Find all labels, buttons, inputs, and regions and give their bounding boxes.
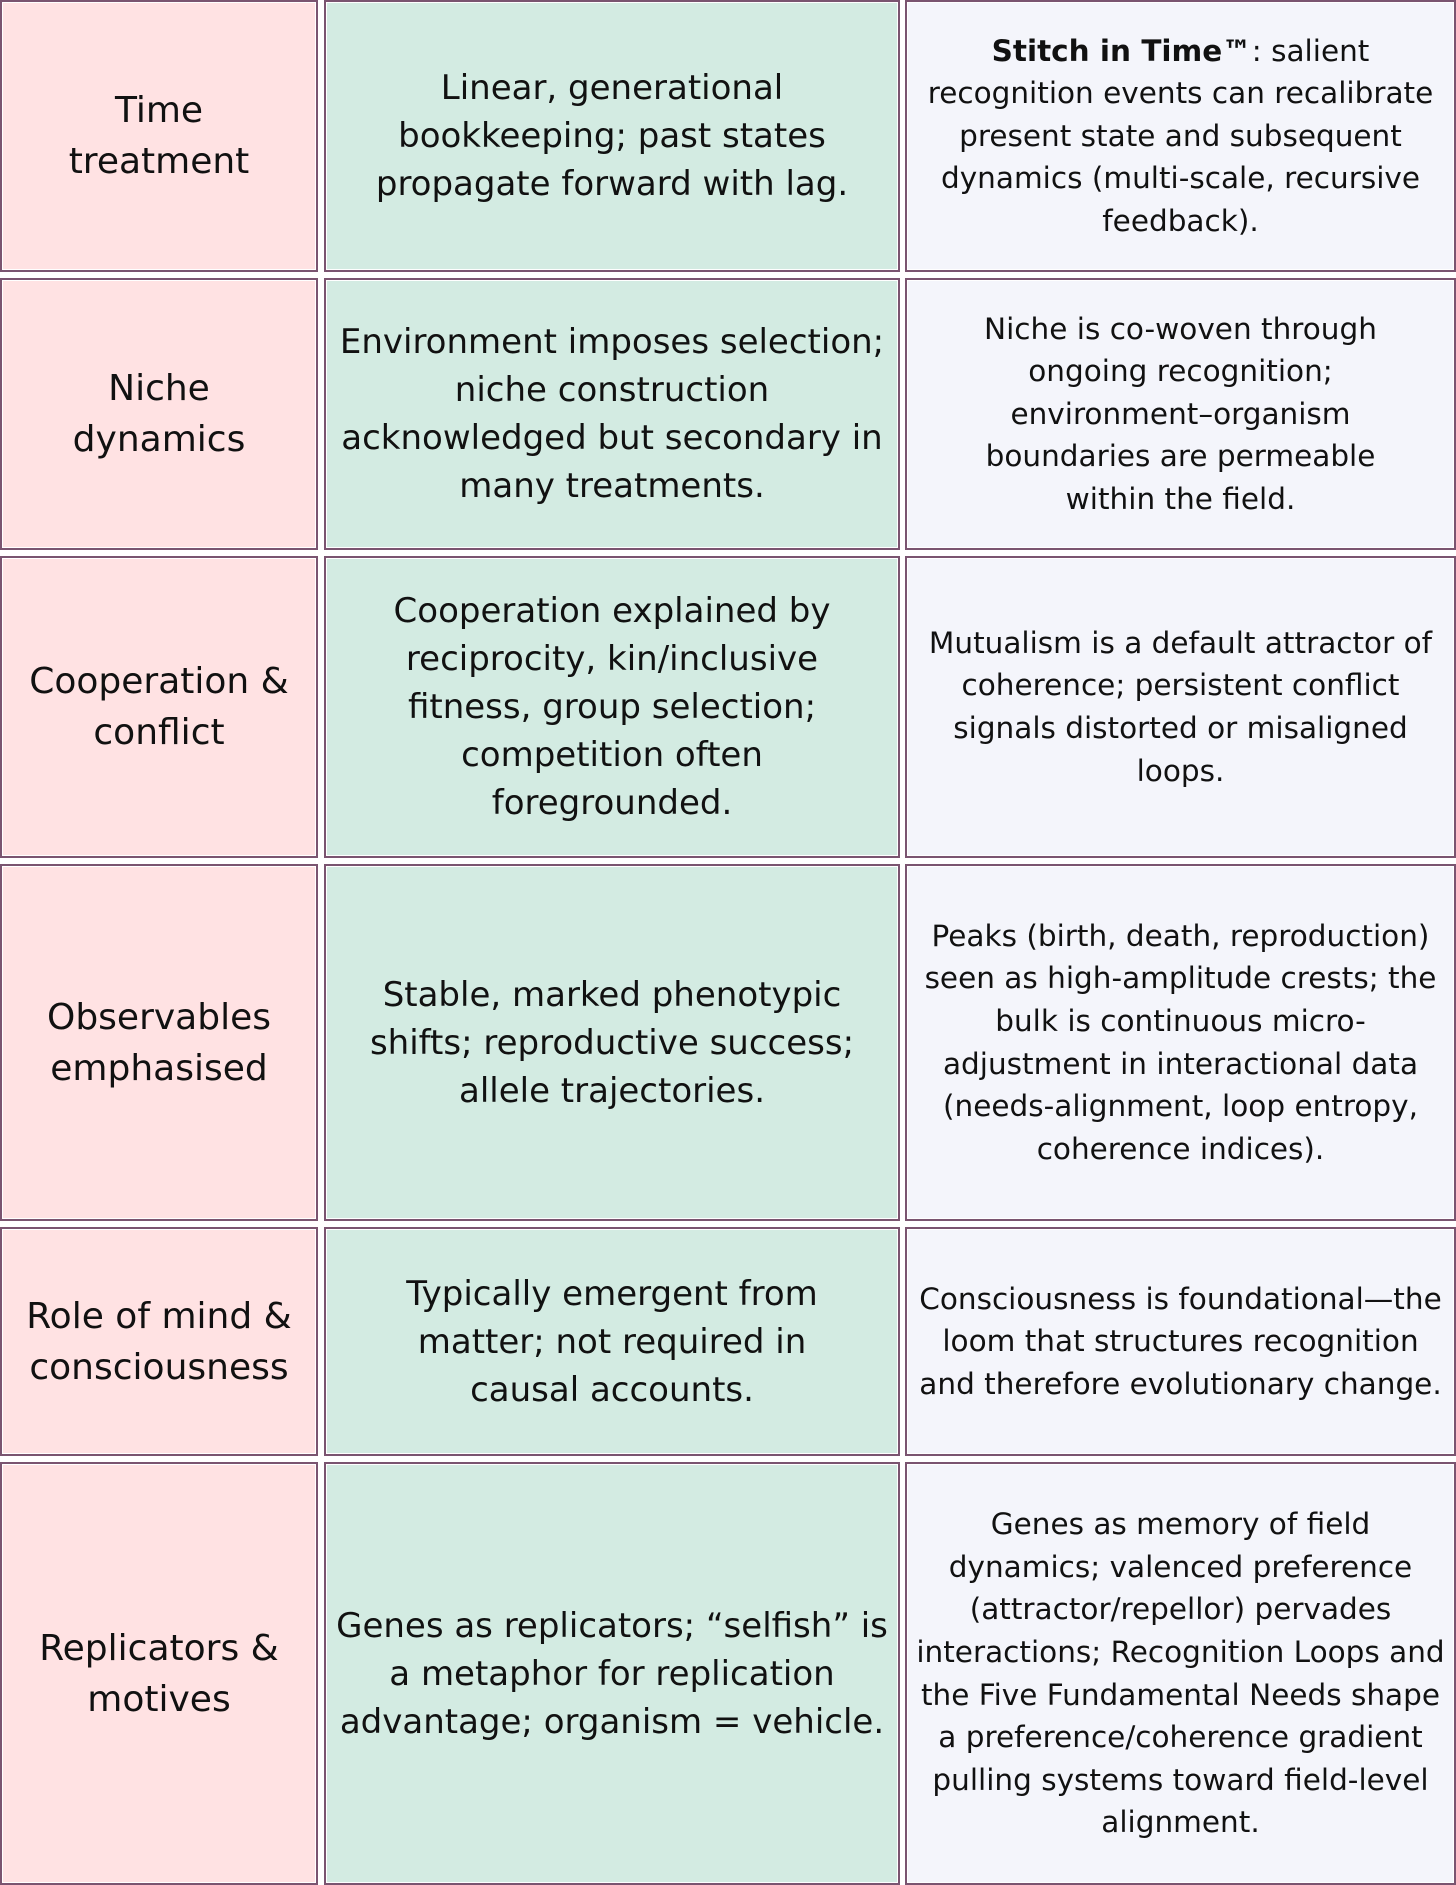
table-row-mind-consciousness [0, 1227, 1456, 1456]
field-view-text: Niche is co-woven through ongoing recognition; environment–organism boundaries are permeable within the field. [984, 311, 1377, 516]
table-row-niche-dynamics [0, 278, 1456, 550]
standard-view-cell [324, 556, 900, 858]
field-view-cell [905, 864, 1456, 1221]
standard-view-text: Cooperation explained by reciprocity, kin/inclusive fitness, group selection; competition often foregrounded. [393, 591, 831, 823]
row-label-cell [0, 864, 318, 1221]
field-view-text-rest: : salient recognition events can recalibrate present state and subsequent dynamics (multi-scale, recursive feedback). [927, 33, 1434, 238]
standard-view-text: Environment imposes selection; niche construction acknowledged but secondary in many treatments. [339, 322, 885, 506]
row-label-cell [0, 278, 318, 550]
field-view-cell [905, 0, 1456, 272]
row-label-cell [0, 0, 318, 272]
row-label: Time treatment [68, 90, 250, 182]
stitch-in-time-term: Stitch in Time™ [991, 33, 1252, 68]
field-view-text: Consciousness is foundational—the loom that structures recognition and therefore evolutionary change. [919, 1281, 1442, 1401]
table-row-time-treatment [0, 0, 1456, 272]
field-view-cell [905, 1227, 1456, 1456]
table-row-replicators-motives [0, 1462, 1456, 1885]
row-label: Niche dynamics [72, 368, 246, 460]
field-view-cell [905, 556, 1456, 858]
field-view-cell [905, 1462, 1456, 1885]
row-label-cell [0, 1462, 318, 1885]
standard-view-cell [324, 1227, 900, 1456]
field-view-cell [905, 278, 1456, 550]
table-row-cooperation-conflict [0, 556, 1456, 858]
row-label: Replicators & motives [39, 1627, 279, 1720]
standard-view-cell [324, 864, 900, 1221]
row-label-cell [0, 1227, 318, 1456]
standard-view-cell [324, 0, 900, 272]
standard-view-text: Typically emergent from matter; not required in causal accounts. [406, 1273, 818, 1410]
field-view-text: Peaks (birth, death, reproduction) seen as high-amplitude crests; the bulk is continuous micro-adjustment in interactional data (needs-alignment, loop entropy, coherence indices). [924, 918, 1437, 1166]
standard-view-cell [324, 1462, 900, 1885]
table-row-observables [0, 864, 1456, 1221]
field-view-text [927, 30, 1434, 243]
field-view-text: Mutualism is a default attractor of coherence; persistent conflict signals distorted or misaligned loops. [928, 625, 1433, 788]
standard-view-text: Genes as replicators; “selfish” is a metaphor for replication advantage; organism = vehicle. [336, 1605, 888, 1742]
standard-view-text: Stable, marked phenotypic shifts; reproductive success; allele trajectories. [369, 974, 855, 1111]
row-label: Role of mind & consciousness [26, 1295, 292, 1388]
row-label: Cooperation & conflict [29, 661, 289, 753]
row-label-cell [0, 556, 318, 858]
row-label: Observables emphasised [46, 996, 271, 1089]
standard-view-text: Linear, generational bookkeeping; past states propagate forward with lag. [375, 68, 849, 204]
standard-view-cell [324, 278, 900, 550]
field-view-text: Genes as memory of field dynamics; valenced preference (attractor/repellor) pervades interactions; Recognition Loops and the Five Fundamental Needs shape a preference/coherence gradient pulling systems toward field-level alignment. [916, 1507, 1445, 1840]
